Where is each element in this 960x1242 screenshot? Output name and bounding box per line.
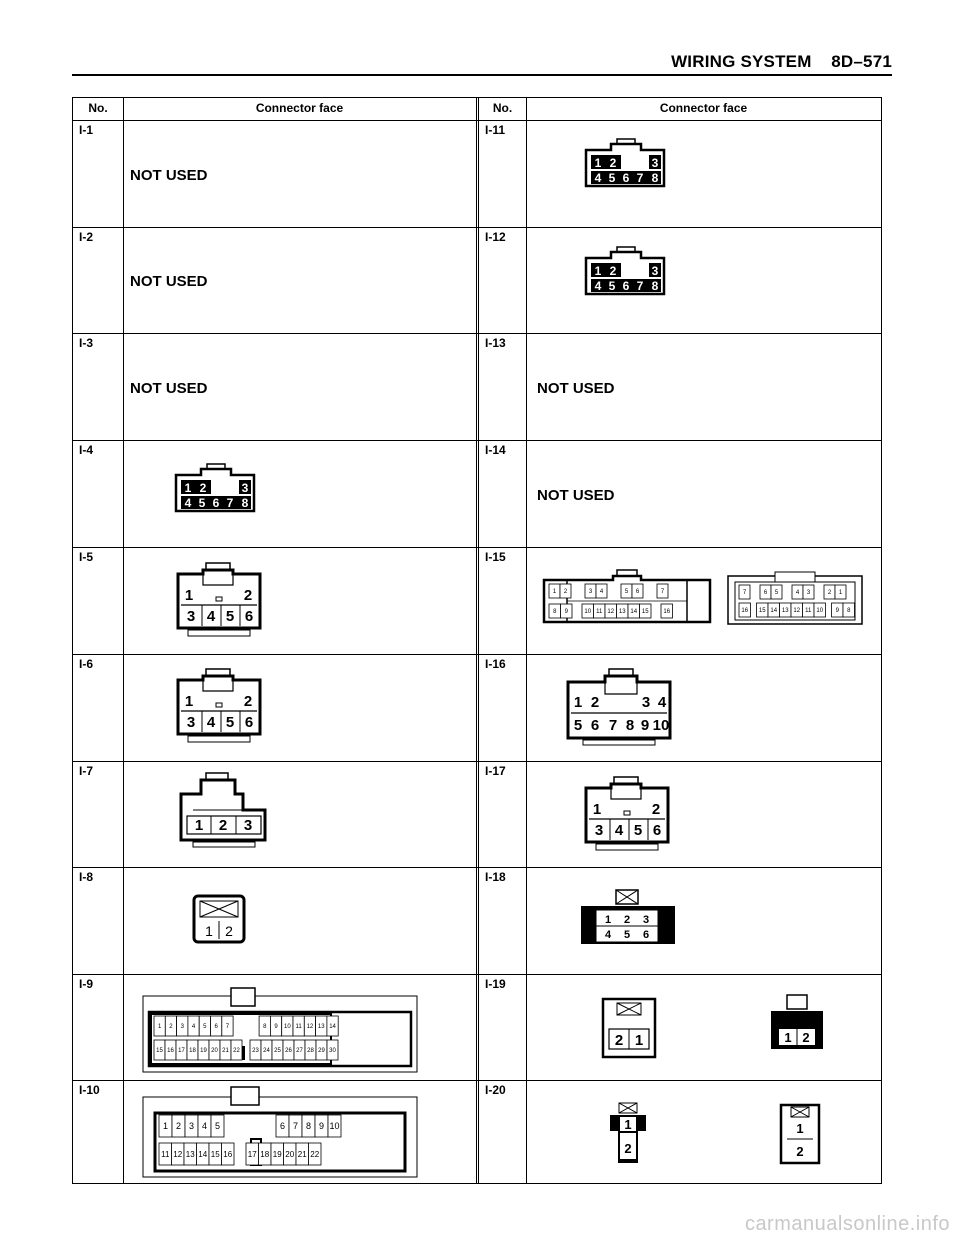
pin-label: 1 <box>157 1024 162 1031</box>
pin-label: 1 <box>624 1117 632 1132</box>
pin-label: 3 <box>594 822 604 839</box>
connector-face-i10 <box>141 1085 419 1181</box>
pin-label: 2 <box>243 587 253 604</box>
pin-label: 6 <box>279 1121 286 1132</box>
pin-label: 19 <box>200 1048 207 1055</box>
pin-label: 11 <box>295 1024 302 1031</box>
pin-label: 12 <box>793 608 801 615</box>
pin-label: 2 <box>225 923 233 939</box>
pin-label: 6 <box>652 822 662 839</box>
watermark: carmanualsonline.info <box>744 1213 950 1235</box>
pin-label: 2 <box>590 694 600 711</box>
pin-label: 6 <box>622 279 630 293</box>
pin-label: 4 <box>206 608 216 625</box>
connector-id: I-13 <box>485 336 506 350</box>
pin-label: 2 <box>796 1144 804 1159</box>
connector-face-i6 <box>173 666 265 746</box>
connector-face-i19-male <box>769 993 825 1053</box>
pin-label: 8 <box>651 171 659 185</box>
pin-label: 5 <box>633 822 643 839</box>
pin-label: 5 <box>624 589 629 596</box>
not-used-label: NOT USED <box>130 380 208 397</box>
pin-label: 1 <box>205 923 213 939</box>
pin-label: 2 <box>624 1141 632 1156</box>
pin-label: 12 <box>306 1024 314 1031</box>
pin-label: 7 <box>742 590 747 597</box>
pin-label: 14 <box>630 609 638 616</box>
pin-label: 1 <box>573 694 583 711</box>
connector-id: I-11 <box>485 123 506 137</box>
pin-label: 2 <box>609 156 617 170</box>
pin-label: 20 <box>211 1048 218 1055</box>
pin-label: 4 <box>795 590 800 597</box>
pin-label: 1 <box>784 1030 792 1045</box>
pin-label: 2 <box>623 914 631 926</box>
pin-label: 18 <box>260 1149 270 1159</box>
pin-label: 7 <box>636 171 644 185</box>
pin-label: 10 <box>584 609 592 616</box>
pin-label: 8 <box>625 717 635 734</box>
pin-label: 6 <box>635 589 640 596</box>
connector-face-i20-male <box>608 1101 648 1167</box>
column-divider <box>123 98 124 1183</box>
connector-face-i12 <box>583 246 667 302</box>
pin-label: 1 <box>796 1121 804 1136</box>
pin-label: 25 <box>274 1048 281 1055</box>
pin-label: 5 <box>608 171 616 185</box>
pin-label: 29 <box>318 1048 325 1055</box>
pin-label: 10 <box>652 717 670 734</box>
pin-label: 15 <box>641 609 649 616</box>
pin-label: 10 <box>816 608 824 615</box>
pin-label: 3 <box>188 1121 195 1132</box>
pin-label: 4 <box>599 589 604 596</box>
page-title: WIRING SYSTEM 8D–571 <box>671 52 892 71</box>
pin-label: 18 <box>189 1048 196 1055</box>
connector-face-i18 <box>578 888 678 950</box>
pin-label: 14 <box>770 608 778 615</box>
pin-label: 15 <box>156 1048 163 1055</box>
pin-label: 1 <box>184 481 192 495</box>
pin-label: 3 <box>241 481 249 495</box>
not-used-label: NOT USED <box>130 167 208 184</box>
pin-label: 8 <box>553 609 557 616</box>
connector-id: I-4 <box>79 443 94 457</box>
connector-id: I-12 <box>485 230 506 244</box>
pin-label: 9 <box>318 1121 325 1132</box>
pin-label: 11 <box>161 1149 170 1159</box>
pin-label: 16 <box>663 609 671 616</box>
pin-label: 3 <box>651 156 659 170</box>
connector-id: I-8 <box>79 870 94 884</box>
not-used-label: NOT USED <box>537 380 615 397</box>
pin-label: 2 <box>169 1024 173 1031</box>
connector-id: I-18 <box>485 870 506 884</box>
pin-label: 5 <box>225 714 235 731</box>
pin-label: 19 <box>272 1149 282 1159</box>
pin-label: 4 <box>614 822 624 839</box>
pin-label: 9 <box>564 609 568 616</box>
pin-label: 1 <box>838 590 843 597</box>
connector-face-i15-female <box>725 568 865 630</box>
pin-label: 8 <box>651 279 659 293</box>
pin-label: 3 <box>642 914 650 926</box>
pin-label: 5 <box>608 279 616 293</box>
pin-label: 6 <box>214 1024 218 1031</box>
connector-id: I-1 <box>79 123 94 137</box>
pin-label: 12 <box>173 1149 183 1159</box>
pin-label: 22 <box>233 1048 240 1055</box>
header-no-right: No. <box>492 101 513 115</box>
connector-face-i11 <box>583 138 667 194</box>
connector-face-i17 <box>581 774 673 854</box>
pin-label: 2 <box>199 481 207 495</box>
pin-label: 30 <box>329 1048 336 1055</box>
connector-face-i7 <box>173 770 273 850</box>
pin-label: 21 <box>222 1048 229 1055</box>
pin-label: 14 <box>329 1024 336 1031</box>
pin-label: 16 <box>223 1149 233 1159</box>
pin-label: 28 <box>307 1048 314 1055</box>
connector-face-i15-male <box>541 568 713 630</box>
pin-label: 5 <box>198 496 206 510</box>
connector-face-i8 <box>191 893 247 945</box>
connector-id: I-17 <box>485 764 506 778</box>
pin-label: 6 <box>244 608 254 625</box>
connector-face-i19-female <box>597 993 661 1063</box>
pin-label: 7 <box>292 1121 299 1132</box>
header-connector-face-right: Connector face <box>659 101 748 115</box>
pin-label: 4 <box>594 171 602 185</box>
pin-label: 2 <box>609 264 617 278</box>
connector-id: I-14 <box>485 443 506 457</box>
connector-face-i20-female <box>779 1101 821 1167</box>
pin-label: 1 <box>634 1032 644 1049</box>
pin-label: 8 <box>847 608 851 615</box>
pin-label: 3 <box>243 817 253 834</box>
pin-label: 13 <box>618 609 626 616</box>
pin-label: 5 <box>573 717 583 734</box>
pin-label: 4 <box>184 496 192 510</box>
pin-label: 2 <box>651 801 661 818</box>
pin-label: 3 <box>186 608 196 625</box>
pin-label: 7 <box>660 589 665 596</box>
pin-label: 2 <box>563 589 568 596</box>
pin-label: 3 <box>588 589 593 596</box>
connector-face-i9 <box>141 986 419 1074</box>
connector-face-i5 <box>173 560 265 640</box>
pin-label: 16 <box>741 608 749 615</box>
pin-label: 9 <box>274 1024 278 1031</box>
pin-label: 7 <box>636 279 644 293</box>
connector-id: I-20 <box>485 1083 506 1097</box>
pin-label: 13 <box>781 608 789 615</box>
connector-id: I-16 <box>485 657 506 671</box>
pin-label: 2 <box>614 1032 624 1049</box>
pin-label: 6 <box>244 714 254 731</box>
pin-label: 12 <box>607 609 615 616</box>
pin-label: 1 <box>184 693 194 710</box>
pin-label: 11 <box>805 608 812 615</box>
pin-label: 3 <box>806 590 811 597</box>
pin-label: 10 <box>284 1024 291 1031</box>
pin-label: 5 <box>214 1121 221 1132</box>
pin-label: 8 <box>305 1121 312 1132</box>
connector-id: I-2 <box>79 230 94 244</box>
pin-label: 4 <box>201 1121 208 1132</box>
pin-label: 7 <box>226 496 234 510</box>
pin-label: 5 <box>623 929 631 941</box>
not-used-label: NOT USED <box>130 273 208 290</box>
pin-label: 6 <box>622 171 630 185</box>
connector-face-i4 <box>173 463 257 519</box>
pin-label: 9 <box>835 608 839 615</box>
pin-label: 16 <box>167 1048 174 1055</box>
pin-label: 27 <box>296 1048 303 1055</box>
pin-label: 3 <box>641 694 651 711</box>
pin-label: 13 <box>185 1149 195 1159</box>
pin-label: 4 <box>206 714 216 731</box>
pin-label: 6 <box>212 496 220 510</box>
pin-label: 9 <box>640 717 650 734</box>
pin-label: 4 <box>604 929 612 941</box>
pin-label: 6 <box>590 717 600 734</box>
page-header <box>72 50 892 76</box>
pin-label: 2 <box>827 590 832 597</box>
pin-label: 5 <box>203 1024 207 1031</box>
pin-label: 6 <box>763 590 768 597</box>
pin-label: 3 <box>186 714 196 731</box>
pin-label: 5 <box>225 608 235 625</box>
pin-label: 1 <box>604 914 612 926</box>
connector-id: I-9 <box>79 977 94 991</box>
pin-label: 11 <box>596 609 603 616</box>
pin-label: 1 <box>194 817 204 834</box>
not-used-label: NOT USED <box>537 487 615 504</box>
pin-label: 1 <box>594 264 602 278</box>
pin-label: 8 <box>241 496 249 510</box>
pin-label: 22 <box>310 1149 320 1159</box>
pin-label: 1 <box>184 587 194 604</box>
pin-label: 2 <box>802 1030 810 1045</box>
pin-label: 15 <box>758 608 766 615</box>
pin-label: 23 <box>252 1048 259 1055</box>
connector-id: I-5 <box>79 550 94 564</box>
pin-label: 1 <box>592 801 602 818</box>
connector-id: I-19 <box>485 977 506 991</box>
pin-label: 2 <box>218 817 228 834</box>
pin-label: 1 <box>162 1121 169 1132</box>
pin-label: 14 <box>198 1149 208 1159</box>
pin-label: 2 <box>175 1121 182 1132</box>
pin-label: 15 <box>210 1149 220 1159</box>
pin-label: 24 <box>263 1048 270 1055</box>
connector-table <box>72 97 882 1184</box>
pin-label: 4 <box>657 694 667 711</box>
pin-label: 26 <box>285 1048 292 1055</box>
pin-label: 4 <box>594 279 602 293</box>
pin-label: 17 <box>247 1149 257 1159</box>
pin-label: 7 <box>225 1024 230 1031</box>
connector-id: I-10 <box>79 1083 100 1097</box>
pin-label: 3 <box>651 264 659 278</box>
pin-label: 5 <box>774 590 779 597</box>
connector-id: I-6 <box>79 657 94 671</box>
pin-label: 2 <box>243 693 253 710</box>
pin-label: 13 <box>317 1024 325 1031</box>
connector-id: I-15 <box>485 550 506 564</box>
column-divider <box>526 98 527 1183</box>
pin-label: 3 <box>180 1024 184 1031</box>
pin-label: 10 <box>329 1121 340 1132</box>
pin-label: 6 <box>642 929 650 941</box>
header-no-left: No. <box>88 101 108 115</box>
pin-label: 1 <box>552 589 557 596</box>
pin-label: 20 <box>285 1149 295 1159</box>
connector-id: I-7 <box>79 764 94 778</box>
pin-label: 4 <box>191 1024 196 1031</box>
center-divider <box>476 98 479 1183</box>
pin-label: 1 <box>594 156 602 170</box>
header-connector-face-left: Connector face <box>255 101 344 115</box>
pin-label: 17 <box>178 1048 185 1055</box>
pin-label: 8 <box>263 1024 267 1031</box>
connector-id: I-3 <box>79 336 94 350</box>
pin-label: 21 <box>297 1149 307 1159</box>
pin-label: 7 <box>608 717 618 734</box>
connector-face-i16 <box>563 666 675 748</box>
